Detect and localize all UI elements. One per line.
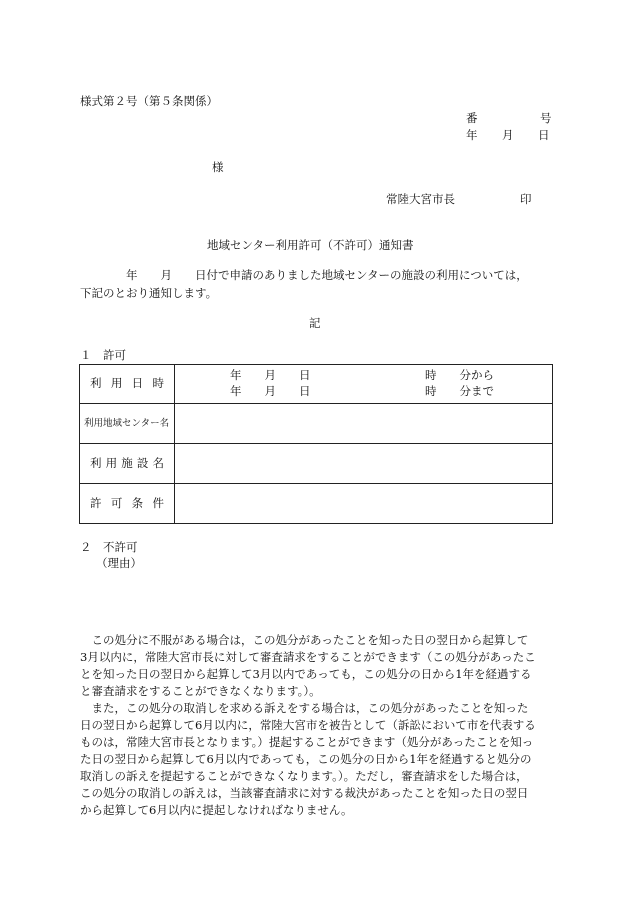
- notice-line: ものは，常陸大宮市長となります。）提起することができます（処分があったことを知っ: [80, 735, 534, 749]
- issue-date-line: 年 月 日: [466, 128, 550, 142]
- end-date: 年 月 日: [230, 384, 311, 398]
- permit-conditions-label: 許可条件: [80, 484, 175, 524]
- ki-heading: 記: [309, 316, 321, 330]
- notice-line: この処分の取消しの訴えは，当該審査請求に対する裁決があったことを知った日の翌日: [80, 786, 529, 800]
- addressee-suffix: 様: [212, 160, 224, 174]
- table-row: [80, 484, 553, 524]
- section-permit-heading: １ 許可: [80, 348, 126, 362]
- permit-conditions-value: [175, 484, 553, 524]
- start-date: 年 月 日: [230, 368, 311, 382]
- table-row: [80, 444, 553, 484]
- intro-line-2: 下記のとおり通知します。: [80, 286, 218, 300]
- end-time: 時 分まで: [425, 384, 494, 398]
- start-time: 時 分から: [425, 368, 494, 382]
- center-name-value: [175, 404, 553, 444]
- notice-line: から起算して6月以内に提起しなければなりません。: [80, 803, 353, 817]
- notice-line: また，この処分の取消しを求める訴えをする場合は，この処分があったことを知った: [80, 701, 529, 715]
- section-denial-heading: ２ 不許可: [80, 540, 138, 554]
- table-row: [80, 404, 553, 444]
- issuer-name: 常陸大宮市長: [386, 192, 455, 206]
- notice-line: た日の翌日から起算して6月以内であっても，この処分の日から1年を経過すると処分の: [80, 752, 532, 766]
- form-number-title: 様式第２号（第５条関係）: [80, 94, 218, 108]
- notice-line: とを知った日の翌日から起算して3月以内であっても，この処分の日から1年を経過する: [80, 667, 532, 681]
- intro-line-1: 年 月 日付で申請のありました地域センターの施設の利用については，: [80, 268, 528, 282]
- reason-label: （理由）: [96, 556, 142, 570]
- notice-line: 3月以内に，常陸大宮市長に対して審査請求をすることができます（この処分があったこ: [80, 650, 536, 664]
- reference-number-suffix: 号: [540, 111, 552, 125]
- notice-line: と審査請求をすることができなくなります。）。: [80, 684, 321, 698]
- notice-line: この処分に不服がある場合は，この処分があったことを知った日の翌日から起算して: [80, 633, 529, 647]
- table-row: [80, 365, 553, 404]
- notice-line: 日の翌日から起算して6月以内に，常陸大宮市を被告として（訴訟において市を代表する: [80, 718, 536, 732]
- usage-datetime-label: 利用日時: [80, 365, 175, 404]
- reference-number-label: 番: [466, 111, 478, 125]
- seal-mark: 印: [520, 192, 532, 206]
- center-name-label: 利用地域センター名: [80, 404, 175, 444]
- facility-name-label: 利用施設名: [80, 444, 175, 484]
- usage-datetime-cell: [175, 365, 553, 404]
- facility-name-value: [175, 444, 553, 484]
- notice-line: 取消しの訴えを提起することができなくなります。）。ただし，審査請求をした場合は，: [80, 769, 528, 783]
- permit-details-table: [79, 364, 553, 524]
- document-title: 地域センター利用許可（不許可）通知書: [207, 238, 414, 252]
